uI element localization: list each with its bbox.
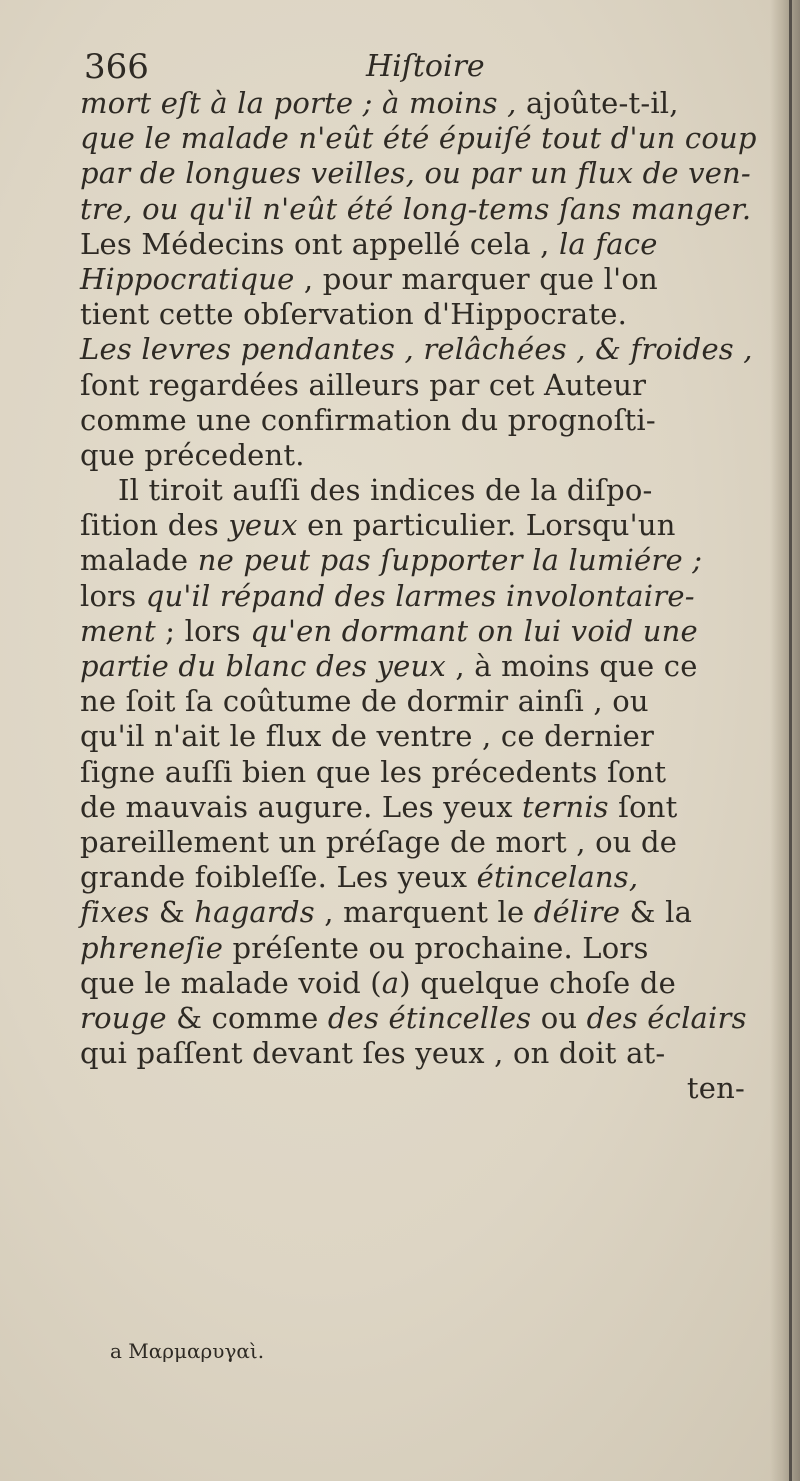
text-segment: grande foibleſſe. Les yeux bbox=[80, 860, 477, 895]
text-segment: Hippocratique bbox=[80, 261, 295, 296]
text-segment: qu'il n'ait le flux de ventre , ce dernier bbox=[80, 719, 655, 754]
text-segment: & la bbox=[620, 895, 693, 930]
text-segment: de mauvais augure. Les yeux bbox=[80, 789, 523, 824]
page-edge-shadow bbox=[770, 0, 800, 1481]
text-line bbox=[80, 579, 765, 614]
text-segment: ajoûte-t-il, bbox=[526, 86, 679, 120]
text-segment: ternis bbox=[522, 789, 609, 824]
text-line bbox=[80, 895, 765, 930]
text-segment: qu'en dormant on lui void une bbox=[250, 613, 698, 648]
text-line bbox=[80, 860, 765, 895]
text-line bbox=[80, 86, 765, 121]
text-segment: qui paſſent devant ſes yeux , on doit at- bbox=[80, 1036, 666, 1071]
text-segment: Les Médecins ont appellé cela , bbox=[80, 226, 559, 261]
text-segment: fixes bbox=[80, 895, 150, 930]
text-line bbox=[80, 684, 765, 719]
text-line bbox=[80, 473, 765, 508]
text-line bbox=[80, 755, 765, 790]
text-segment: yeux bbox=[228, 508, 298, 543]
text-segment: comme une confirmation du prognoſti- bbox=[80, 402, 656, 437]
text-segment: par de longues veilles, ou par un flux de ven- bbox=[80, 156, 751, 191]
text-line bbox=[80, 1036, 765, 1071]
text-segment: étincelans, bbox=[476, 860, 639, 895]
text-line bbox=[80, 368, 765, 403]
text-segment: , à moins que ce bbox=[445, 649, 698, 683]
text-line bbox=[80, 543, 765, 578]
text-segment: ne peut pas ſupporter la lumiére ; bbox=[197, 543, 703, 578]
page-edge-line bbox=[789, 0, 792, 1481]
text-line bbox=[80, 614, 765, 649]
text-line bbox=[80, 297, 765, 332]
text-segment: ; lors bbox=[155, 613, 251, 648]
text-segment: mort eſt à la porte ; à moins , bbox=[80, 86, 527, 120]
text-segment: que le malade void ( bbox=[80, 965, 382, 1000]
catchword: ten- bbox=[686, 1071, 745, 1106]
text-line bbox=[80, 438, 765, 473]
text-segment: , marquent le bbox=[314, 895, 534, 930]
text-segment: délire bbox=[533, 895, 621, 930]
text-line bbox=[80, 790, 765, 825]
text-line bbox=[80, 121, 765, 156]
text-segment: la face bbox=[558, 226, 658, 261]
running-title: Hiſtoire bbox=[366, 49, 485, 84]
text-segment: ment bbox=[80, 613, 156, 648]
text-line bbox=[80, 649, 765, 684]
text-segment: partie du blanc des yeux bbox=[80, 649, 446, 683]
text-segment: tre, ou qu'il n'eût été long-tems ſans manger. bbox=[80, 191, 752, 226]
text-segment: pareillement un préſage de mort , ou de bbox=[80, 824, 678, 859]
text-line bbox=[80, 227, 765, 262]
text-line bbox=[80, 508, 765, 543]
text-segment: en particulier. Lorsqu'un bbox=[297, 508, 676, 543]
text-segment: tient cette obſervation d'Hippocrate. bbox=[80, 297, 627, 332]
text-segment: lors bbox=[80, 578, 146, 613]
text-segment: ſont regardées ailleurs par cet Auteur bbox=[80, 367, 647, 402]
page-number: 366 bbox=[84, 47, 149, 87]
text-line bbox=[80, 966, 765, 1001]
text-segment: ne ſoit ſa coûtume de dormir ainſi , ou bbox=[80, 684, 649, 719]
text-segment: , pour marquer que l'on bbox=[294, 261, 658, 296]
text-segment: & bbox=[149, 895, 195, 930]
text-segment: ſigne auſſi bien que les précedents ſont bbox=[80, 754, 667, 789]
text-line bbox=[80, 1001, 765, 1036]
text-segment: & comme bbox=[166, 1000, 328, 1035]
body-text bbox=[80, 86, 765, 1106]
text-segment: ) quelque choſe de bbox=[399, 965, 676, 1000]
text-segment: ou bbox=[531, 1000, 587, 1035]
text-segment: ſont bbox=[608, 789, 678, 824]
text-line bbox=[80, 192, 765, 227]
text-line bbox=[80, 719, 765, 754]
footnote: a Μαρμαρυγαὶ. bbox=[110, 1339, 265, 1363]
text-segment: hagards bbox=[194, 895, 315, 930]
text-segment: rouge bbox=[80, 1000, 167, 1035]
text-segment: ſition des bbox=[80, 508, 229, 543]
page-header bbox=[84, 44, 764, 90]
text-segment: Les levres pendantes , relâchées , & froides , bbox=[80, 332, 753, 367]
text-segment: des éclairs bbox=[586, 1000, 747, 1035]
text-segment: qu'il répand des larmes involontaire- bbox=[145, 578, 695, 613]
text-segment: que précedent. bbox=[80, 437, 305, 472]
text-segment: Il tiroit auſſi des indices de la diſpo- bbox=[118, 473, 653, 508]
text-segment: a bbox=[381, 965, 400, 1000]
text-segment: préſente ou prochaine. Lors bbox=[223, 930, 649, 965]
text-line bbox=[80, 156, 765, 191]
text-line bbox=[80, 332, 765, 367]
text-segment: que le malade n'eût été épuiſé tout d'un coup bbox=[80, 121, 757, 156]
text-line bbox=[80, 262, 765, 297]
text-segment: des étincelles bbox=[327, 1000, 532, 1035]
text-line bbox=[80, 931, 765, 966]
text-line bbox=[80, 403, 765, 438]
text-line bbox=[80, 825, 765, 860]
text-segment: malade bbox=[80, 543, 198, 578]
text-segment: phreneſie bbox=[80, 930, 224, 965]
